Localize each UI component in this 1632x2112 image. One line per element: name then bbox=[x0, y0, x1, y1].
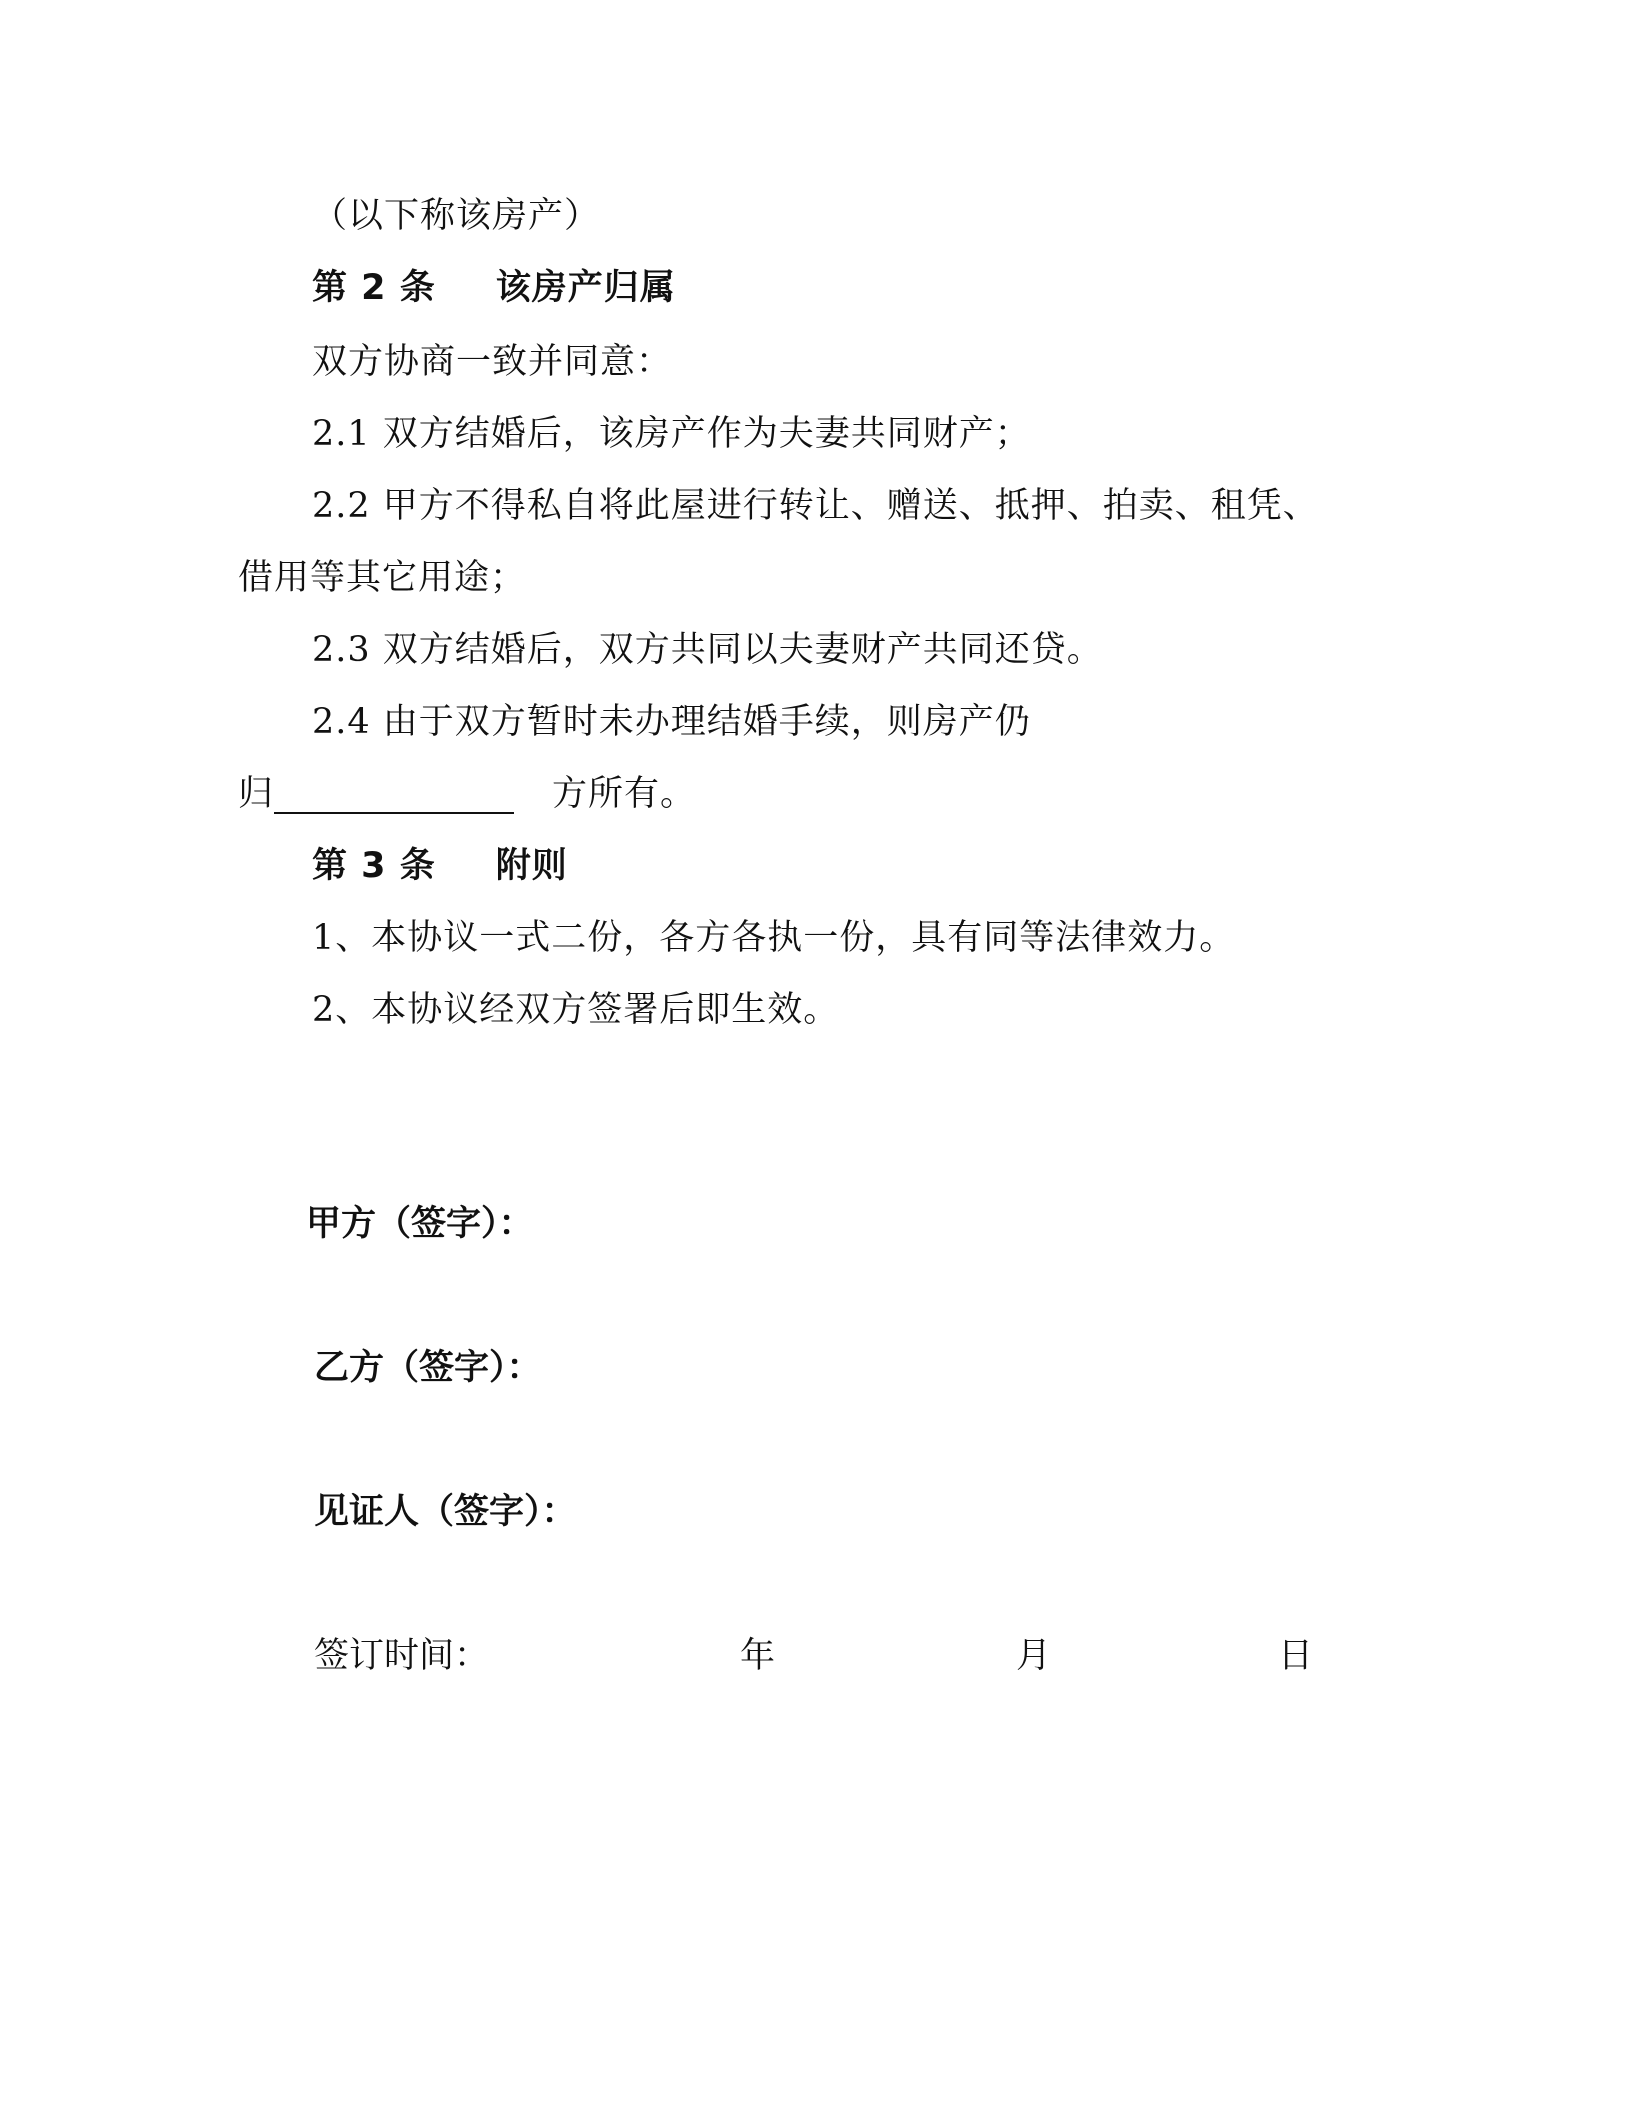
article-3-number: 第 3 条 bbox=[312, 846, 436, 886]
clause-2-4-suffix: 方所有。 bbox=[552, 774, 697, 814]
supplementary-2: 2、本协议经双方签署后即生效。 bbox=[312, 990, 840, 1030]
article-2-heading bbox=[312, 268, 676, 308]
clause-2-4-line2 bbox=[238, 774, 696, 814]
signing-date-label: 签订时间： bbox=[314, 1636, 490, 1676]
intro-note: （以下称该房产） bbox=[312, 196, 601, 236]
clause-2-3: 2.3 双方结婚后，双方共同以夫妻财产共同还贷。 bbox=[312, 630, 1103, 670]
party-a-signature-label: 甲方（签字）： bbox=[306, 1204, 534, 1244]
party-b-signature-label: 乙方（签字）： bbox=[314, 1348, 542, 1388]
date-year-label: 年 bbox=[740, 1636, 776, 1676]
clause-2-2-line2: 借用等其它用途； bbox=[238, 558, 527, 598]
article-3-heading bbox=[312, 846, 568, 886]
agreement-intro: 双方协商一致并同意： bbox=[312, 342, 673, 382]
article-2-number: 第 2 条 bbox=[312, 268, 436, 308]
date-day-label: 日 bbox=[1278, 1636, 1314, 1676]
witness-signature-label: 见证人（签字）： bbox=[314, 1492, 577, 1532]
owner-blank-field bbox=[274, 778, 514, 814]
date-month-label: 月 bbox=[1016, 1636, 1052, 1676]
clause-2-1: 2.1 双方结婚后，该房产作为夫妻共同财产； bbox=[312, 414, 1031, 454]
clause-2-4-line1: 2.4 由于双方暂时未办理结婚手续，则房产仍 bbox=[312, 702, 1031, 742]
clause-2-4-prefix: 归 bbox=[238, 774, 275, 814]
article-3-title: 附则 bbox=[495, 846, 568, 886]
clause-2-2-line1: 2.2 甲方不得私自将此屋进行转让、赠送、抵押、拍卖、租凭、 bbox=[312, 486, 1319, 526]
supplementary-1: 1、本协议一式二份，各方各执一份，具有同等法律效力。 bbox=[312, 918, 1236, 958]
article-2-title: 该房产归属 bbox=[495, 268, 676, 308]
